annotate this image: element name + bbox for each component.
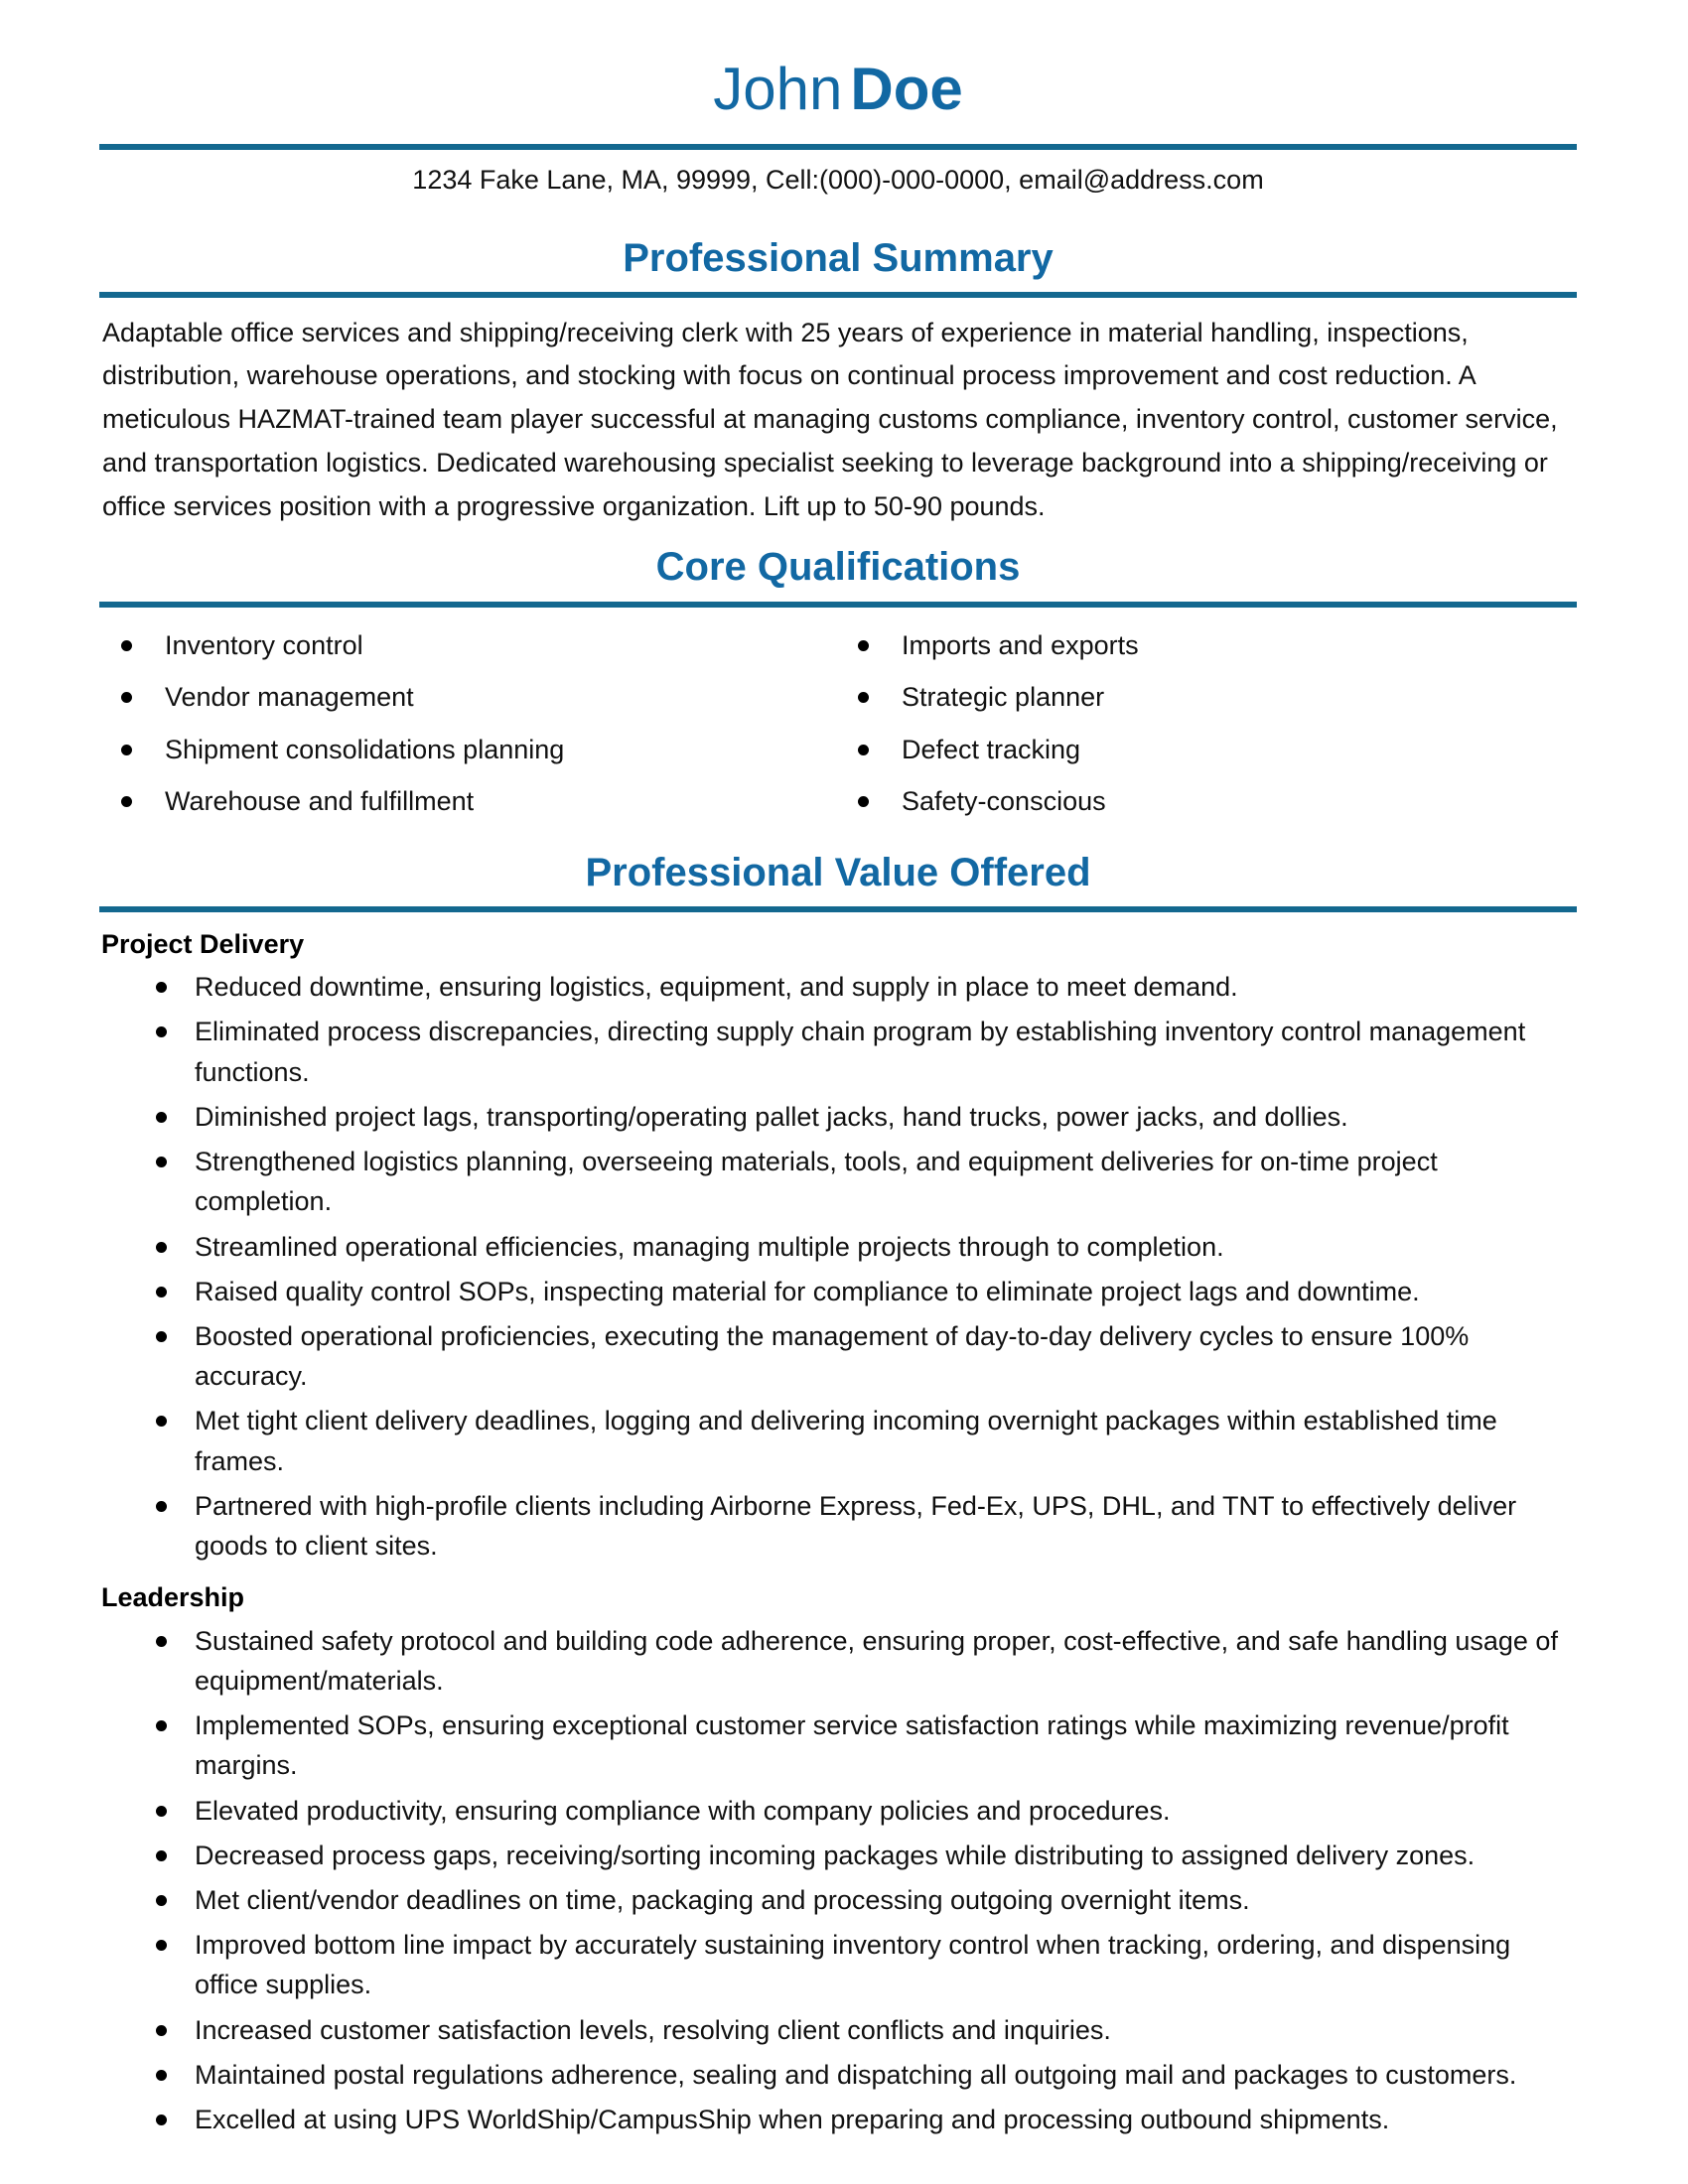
section-core-qualifications [99,528,1577,833]
list-item [99,1925,1573,2004]
list-item [99,1142,1573,1221]
list-item [99,1791,1573,1831]
subsection-title-leadership: Leadership [101,1582,245,1613]
qualification-label: Inventory control [165,629,363,660]
list-item [846,781,1577,822]
achievement-text: Elevated productivity, ensuring compliance with company policies and procedures. [195,1795,1171,1826]
summary-title-wrap [99,198,1577,282]
achievement-text: Sustained safety protocol and building code adherence, ensuring proper, cost-effective, and safe handling usage of equipment/materials. [195,1625,1558,1696]
list-item [99,2055,1573,2095]
qualification-label: Defect tracking [902,734,1081,764]
core-qualifications-right-column [838,625,1577,834]
list-item [99,1401,1573,1480]
quals-title-wrap [99,528,1577,591]
achievement-text: Excelled at using UPS WorldShip/CampusShip when preparing and processing outbound shipments. [195,2105,1390,2135]
list-item [99,1097,1573,1137]
list-item [99,1486,1573,1566]
list-item [99,2100,1573,2139]
list-item [109,677,838,718]
qualification-list-right [846,625,1577,822]
list-item [99,967,1573,1007]
candidate-name [99,58,1577,122]
summary-paragraph: Adaptable office services and shipping/receiving clerk with 25 years of experience in material handling, inspections, distribution, warehouse operations, and stocking with focus on continual process improvement and cost reduction. A meticulous HAZMAT-trained team player successful at managing customs compliance, inventory control, customer service, and transportation logistics. Dedicated warehousing specialist seeking to leverage background into a shipping/receiving or office services position with a progressive organization. Lift up to 50-90 pounds. [102,317,1558,521]
achievement-text: Streamlined operational efficiencies, managing multiple projects through to completion. [195,1231,1224,1262]
section-title-summary: Professional Summary [623,235,1054,280]
list-item [846,625,1577,666]
last-name: Doe [850,56,963,122]
list-item [99,1272,1573,1311]
list-item [109,730,838,770]
achievement-text: Met tight client delivery deadlines, logging and delivering incoming overnight packages within established time frames. [195,1406,1497,1476]
achievement-text: Maintained postal regulations adherence, sealing and dispatching all outgoing mail and packages to customers. [195,2059,1517,2090]
project-delivery-list [99,967,1577,1566]
section-title-professional-value: Professional Value Offered [585,850,1091,894]
list-item [109,625,838,666]
qualification-label: Shipment consolidations planning [165,734,565,764]
achievement-text: Diminished project lags, transporting/operating pallet jacks, hand trucks, power jacks, and dollies. [195,1101,1348,1132]
list-item [99,2010,1573,2050]
achievement-text: Met client/vendor deadlines on time, packaging and processing outgoing overnight items. [195,1885,1250,1916]
list-item [99,1316,1573,1396]
list-item [109,781,838,822]
list-item [99,1836,1573,1875]
section-title-core-qualifications: Core Qualifications [655,545,1021,590]
qualification-label: Strategic planner [902,682,1105,713]
achievement-text: Reduced downtime, ensuring logistics, equipment, and supply in place to meet demand. [195,972,1238,1003]
achievement-text: Boosted operational proficiencies, executing the management of day-to-day delivery cycles to ensure 100% accuracy. [195,1320,1470,1392]
qualification-list-left [109,625,838,822]
list-item [99,1706,1573,1785]
list-item [99,1880,1573,1920]
value-title-wrap [99,834,1577,896]
list-item [846,677,1577,718]
qualification-label: Warehouse and fulfillment [165,786,475,817]
achievement-text: Decreased process gaps, receiving/sorting incoming packages while distributing to assigned delivery zones. [195,1840,1476,1870]
achievement-text: Strengthened logistics planning, overseeing materials, tools, and equipment deliveries for on-time project completion. [195,1147,1438,1217]
core-qualifications-columns [99,608,1577,834]
achievement-text: Partnered with high-profile clients including Airborne Express, Fed-Ex, UPS, DHL, and TNT to effectively deliver goods to client sites. [195,1490,1517,1562]
qualification-label: Vendor management [165,682,414,713]
qualification-label: Safety-conscious [902,786,1106,817]
achievement-text: Raised quality control SOPs, inspecting material for compliance to eliminate project lags and downtime. [195,1276,1420,1306]
section-professional-value-offered [99,834,1577,2140]
qualification-label: Imports and exports [902,629,1139,660]
achievement-text: Increased customer satisfaction levels, resolving client conflicts and inquiries. [195,2014,1111,2045]
resume-header [99,0,1577,122]
section-professional-summary [99,198,1577,529]
list-item [846,730,1577,770]
leadership-list [99,1621,1577,2140]
list-item [99,1227,1573,1267]
achievement-text: Eliminated process discrepancies, directing supply chain program by establishing inventory control management functions. [195,1017,1526,1087]
first-name: John [713,56,843,122]
achievement-text: Implemented SOPs, ensuring exceptional customer service satisfaction ratings while maximizing revenue/profit margins. [195,1710,1509,1781]
core-qualifications-left-column [99,625,838,834]
subsection-title-project-delivery: Project Delivery [101,928,305,959]
list-item [99,1012,1573,1091]
achievement-text: Improved bottom line impact by accurately sustaining inventory control when tracking, ordering, and dispensing office supplies. [195,1930,1511,2000]
list-item [99,1621,1573,1701]
contact-line: 1234 Fake Lane, MA, 99999, Cell:(000)-000-0000, email@address.com [412,164,1264,195]
